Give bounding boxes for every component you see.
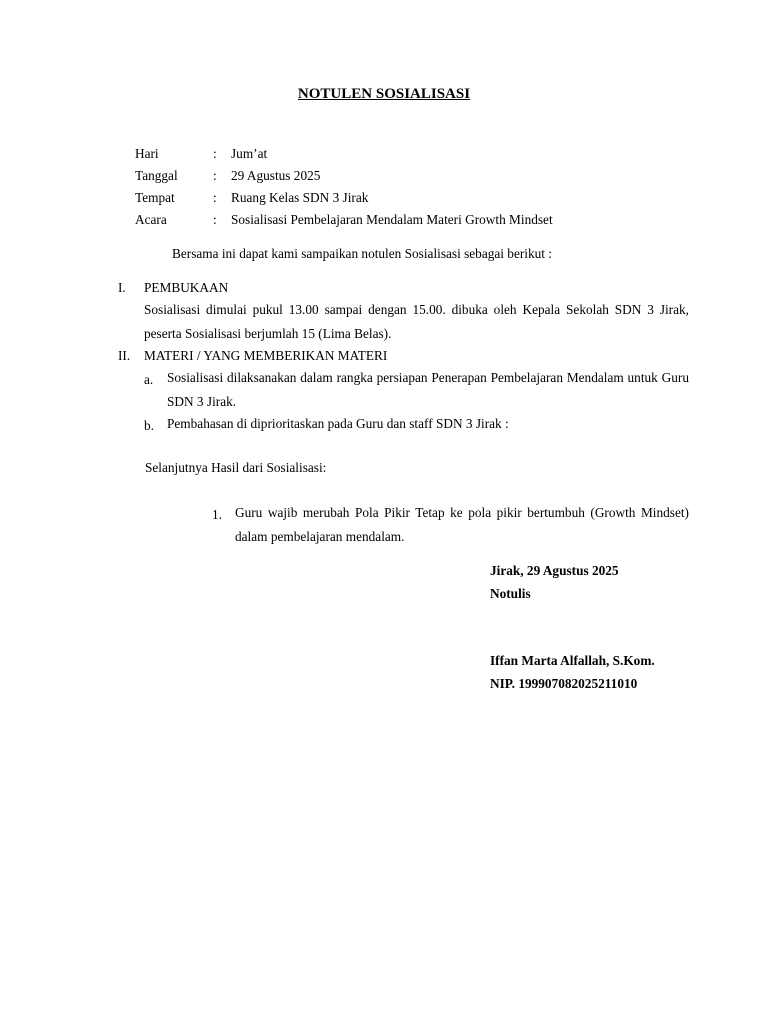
section-heading: MATERI / YANG MEMBERIKAN MATERI [144,348,388,363]
info-row-acara [135,211,553,233]
signature-nip: NIP. 199907082025211010 [490,676,638,691]
info-value: Jum’at [231,146,268,161]
info-row-hari [135,145,553,167]
section-number: I. [118,280,126,295]
document-title: NOTULEN SOSIALISASI [297,86,471,102]
info-value: Sosialisasi Pembelajaran Mendalam Materi Growth Mindset [231,212,553,227]
signature-place-date: Jirak, 29 Agustus 2025 [490,563,619,578]
result-text: Guru wajib merubah Pola Pikir Tetap ke pola pikir bertumbuh (Growth Mindset) dalam pembelajaran mendalam. [235,505,689,544]
section-number: II. [118,348,131,363]
signature-role: Notulis [490,586,531,601]
info-row-tanggal [135,167,553,189]
info-row-tempat [135,189,553,211]
info-colon: : [213,146,217,161]
signature-name: Iffan Marta Alfallah, S.Kom. [490,653,655,668]
intro-paragraph: Bersama ini dapat kami sampaikan notulen Sosialisasi sebagai berikut : [172,246,552,261]
section-pembukaan-text: Sosialisasi dimulai pukul 13.00 sampai dengan 15.00. dibuka oleh Kepala Sekolah SDN 3 Jirak, peserta Sosialisasi berjumlah 15 (Lima Belas). [144,302,689,341]
info-colon: : [213,190,217,205]
info-key: Hari [135,146,159,161]
result-number: 1. [212,507,222,522]
info-key: Tempat [135,190,175,205]
list-item-text: Pembahasan di diprioritaskan pada Guru dan staff SDN 3 Jirak : [167,416,509,431]
list-item-text: Sosialisasi dilaksanakan dalam rangka persiapan Penerapan Pembelajaran Mendalam untuk Guru SDN 3 Jirak. [167,370,689,409]
list-marker: b. [144,418,154,433]
info-key: Tanggal [135,168,178,183]
section-heading: PEMBUKAAN [144,280,229,295]
info-value: 29 Agustus 2025 [231,168,321,183]
info-colon: : [213,212,217,227]
list-marker: a. [144,372,154,387]
info-value: Ruang Kelas SDN 3 Jirak [231,190,369,205]
results-intro: Selanjutnya Hasil dari Sosialisasi: [145,460,327,475]
info-colon: : [213,168,217,183]
info-key: Acara [135,212,167,227]
info-table [135,145,553,233]
